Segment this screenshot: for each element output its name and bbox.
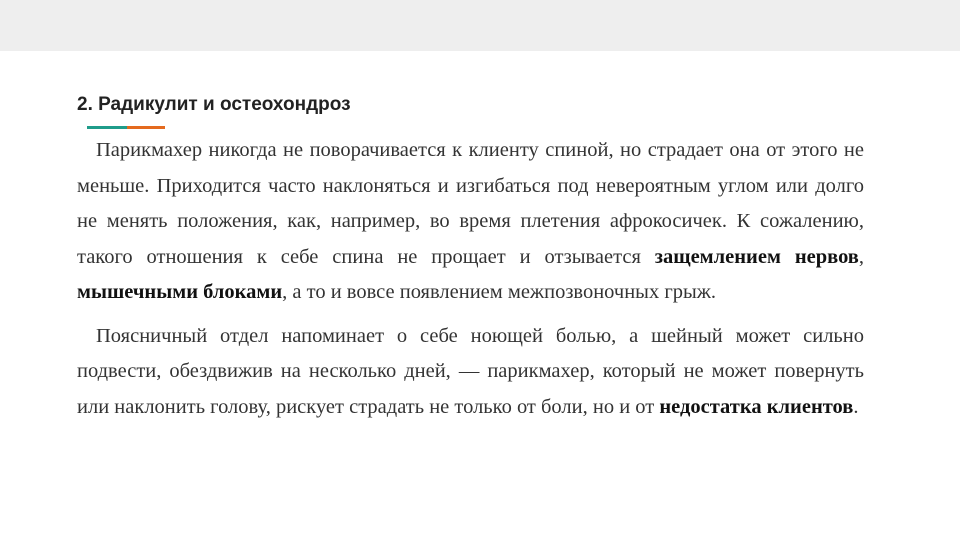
bold-text-run: недостатка клиентов	[659, 395, 854, 418]
title-accent-teal	[87, 126, 127, 129]
bold-text-run: мышечными блоками	[77, 281, 283, 303]
top-band	[0, 0, 960, 51]
text-run: .	[853, 395, 859, 418]
title-accent-orange	[127, 126, 165, 129]
text-run: ,	[858, 245, 865, 268]
text-run: , а то и вовсе появлением межпозвоночных грыж.	[282, 281, 717, 303]
text-run: Поясничный отдел напоминает о себе ноющей болью, а шейный может сильно подвести, обездвижив на несколько дней, — парикмахер, который не может повернуть или наклонить голову, рискует страдать не только от боли, но и от	[77, 324, 864, 418]
slide-title: 2. Радикулит и остеохондроз	[77, 94, 351, 115]
paragraph-2	[77, 319, 864, 426]
slide-body	[77, 133, 864, 433]
bold-text-run: защемлением нервов	[654, 245, 859, 268]
text-run: Парикмахер никогда не поворачивается к клиенту спиной, но страдает она от этого не меньше. Приходится часто наклоняться и изгибаться под невероятным углом или долго не менять положения, как, например, во время плетения афрокосичек. К сожалению, такого отношения к себе спина не прощает и отзывается	[77, 139, 864, 268]
paragraph-1	[77, 133, 864, 311]
